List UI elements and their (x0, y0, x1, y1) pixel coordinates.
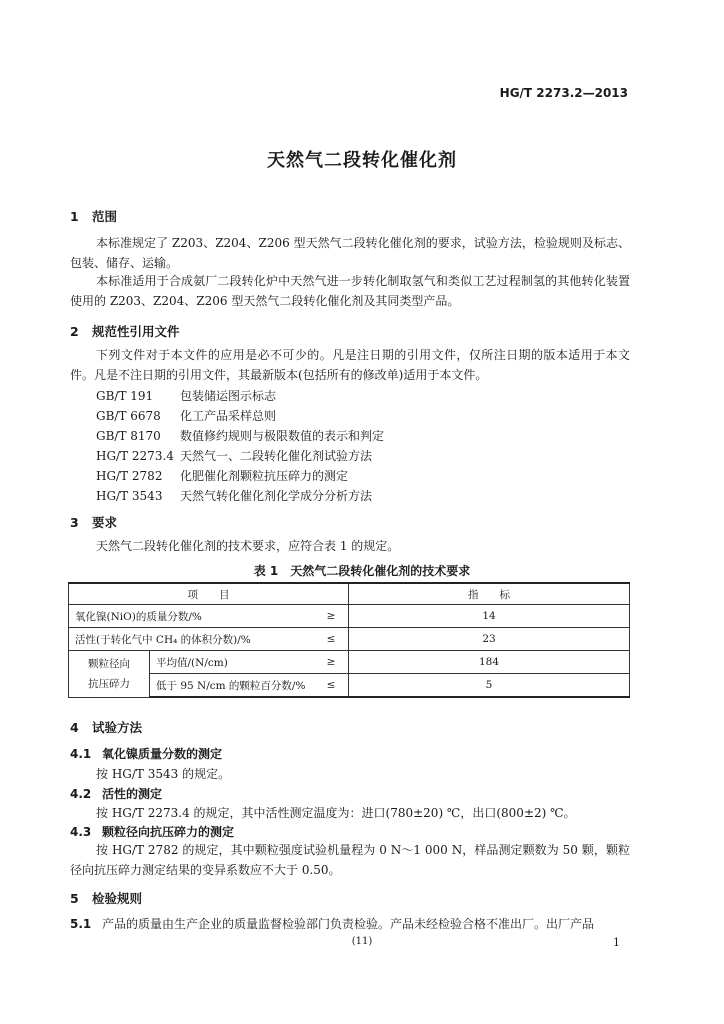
section-title: 规范性引用文件 (92, 324, 180, 339)
subsection-4-1-heading (70, 745, 222, 762)
reference-item (96, 427, 384, 444)
row-symbol: ≤ (314, 628, 349, 651)
subsection-number: 4.1 (70, 747, 92, 761)
row-name: 低于 95 N/cm 的颗粒百分数/% (150, 674, 315, 698)
section-number: 2 (70, 324, 79, 339)
table-row (69, 674, 630, 698)
row-name: 氧化镍(NiO)的质量分数/% (69, 605, 315, 628)
reference-item (96, 467, 348, 484)
section-number: 5 (70, 891, 79, 906)
subsection-4-2-text: 按 HG/T 2273.4 的规定，其中活性测定温度为：进口(780±20) ℃，出口(800±2) ℃。 (96, 806, 576, 820)
reference-title: 化工产品采样总则 (180, 409, 277, 423)
subsection-4-3-heading (70, 823, 234, 840)
section-number: 4 (70, 720, 79, 735)
section-3-heading (70, 513, 117, 531)
row-symbol: ≥ (314, 605, 349, 628)
table-caption: 表 1 天然气二段转化催化剂的技术要求 (253, 564, 471, 578)
standard-number: HG/T 2273.2—2013 (499, 86, 628, 100)
section-1-heading (70, 207, 117, 225)
reference-item (96, 407, 276, 424)
section-title: 检验规则 (92, 891, 143, 906)
references-intro-paragraph: 下列文件对于本文件的应用是必不可少的。凡是注日期的引用文件，仅所注日期的版本适用于本文件。凡是不注日期的引用文件，其最新版本(包括所有的修改单)适用于本文件。 (70, 348, 630, 382)
group-label (69, 651, 150, 698)
subsection-5-1 (70, 915, 594, 932)
subsection-4-2-heading (70, 785, 162, 802)
subsection-number: 4.3 (70, 825, 92, 839)
subsection-title: 活性的测定 (102, 787, 163, 801)
subsection-title: 氧化镍质量分数的测定 (102, 747, 223, 761)
row-value: 23 (349, 628, 630, 651)
table-row (69, 651, 630, 674)
subsection-number: 5.1 (70, 917, 92, 931)
reference-title: 包装储运图示标志 (180, 389, 277, 403)
group-label-line-1: 颗粒径向 (88, 657, 130, 670)
header-item: 项 目 (69, 583, 349, 605)
reference-item (96, 387, 276, 404)
subsection-title: 颗粒径向抗压碎力的测定 (102, 825, 235, 839)
document-title: 天然气二段转化催化剂 (267, 150, 457, 171)
reference-title: 天然气一、二段转化催化剂试验方法 (180, 449, 373, 463)
page-number: 1 (613, 936, 620, 949)
spec-table (68, 582, 630, 698)
table-header-row (69, 583, 630, 605)
reference-code: GB/T 8170 (96, 429, 161, 443)
row-symbol: ≤ (314, 674, 349, 698)
section-number: 3 (70, 515, 79, 530)
section-title: 试验方法 (92, 720, 143, 735)
group-label-line-2: 抗压碎力 (88, 677, 130, 690)
row-name: 平均值/(N/cm) (150, 651, 315, 674)
subsection-4-1-text: 按 HG/T 3543 的规定。 (96, 767, 231, 781)
header-value: 指 标 (349, 583, 630, 605)
reference-title: 数值修约规则与极限数值的表示和判定 (180, 429, 385, 443)
reference-title: 化肥催化剂颗粒抗压碎力的测定 (180, 469, 349, 483)
section-4-heading (70, 718, 142, 736)
reference-title: 天然气转化催化剂化学成分分析方法 (180, 489, 373, 503)
subsection-number: 4.2 (70, 787, 92, 801)
footer-sequence: (11) (351, 936, 373, 947)
section-2-heading (70, 322, 180, 340)
table-row (69, 628, 630, 651)
section-5-heading (70, 889, 142, 907)
scope-paragraph-1: 本标准规定了 Z203、Z204、Z206 型天然气二段转化催化剂的要求，试验方法，检验规则及标志、包装、储存、运输。 (70, 236, 630, 270)
row-name: 活性(于转化气中 CH₄ 的体积分数)/% (69, 628, 315, 651)
row-value: 5 (349, 674, 630, 698)
reference-item (96, 447, 372, 464)
reference-code: HG/T 2273.4 (96, 449, 174, 463)
row-symbol: ≥ (314, 651, 349, 674)
requirements-paragraph: 天然气二段转化催化剂的技术要求，应符合表 1 的规定。 (96, 539, 400, 553)
section-number: 1 (70, 209, 79, 224)
reference-code: GB/T 191 (96, 389, 154, 403)
reference-code: GB/T 6678 (96, 409, 161, 423)
reference-code: HG/T 2782 (96, 469, 163, 483)
reference-code: HG/T 3543 (96, 489, 163, 503)
subsection-4-3-text: 按 HG/T 2782 的规定，其中颗粒强度试验机量程为 0 N～1 000 N，样品测定颗数为 50 颗，颗粒径向抗压碎力测定结果的变异系数应不大于 0.50。 (70, 843, 630, 877)
reference-item (96, 487, 372, 504)
section-title: 要求 (92, 515, 118, 530)
subsection-text: 产品的质量由生产企业的质量监督检验部门负责检验。产品未经检验合格不准出厂。出厂产品 (102, 917, 595, 931)
table-row (69, 605, 630, 628)
row-value: 14 (349, 605, 630, 628)
section-title: 范围 (92, 209, 118, 224)
scope-paragraph-2: 本标准适用于合成氨厂二段转化炉中天然气进一步转化制取氢气和类似工艺过程制氢的其他转化装置使用的 Z203、Z204、Z206 型天然气二段转化催化剂及其同类型产品。 (70, 274, 630, 308)
row-value: 184 (349, 651, 630, 674)
